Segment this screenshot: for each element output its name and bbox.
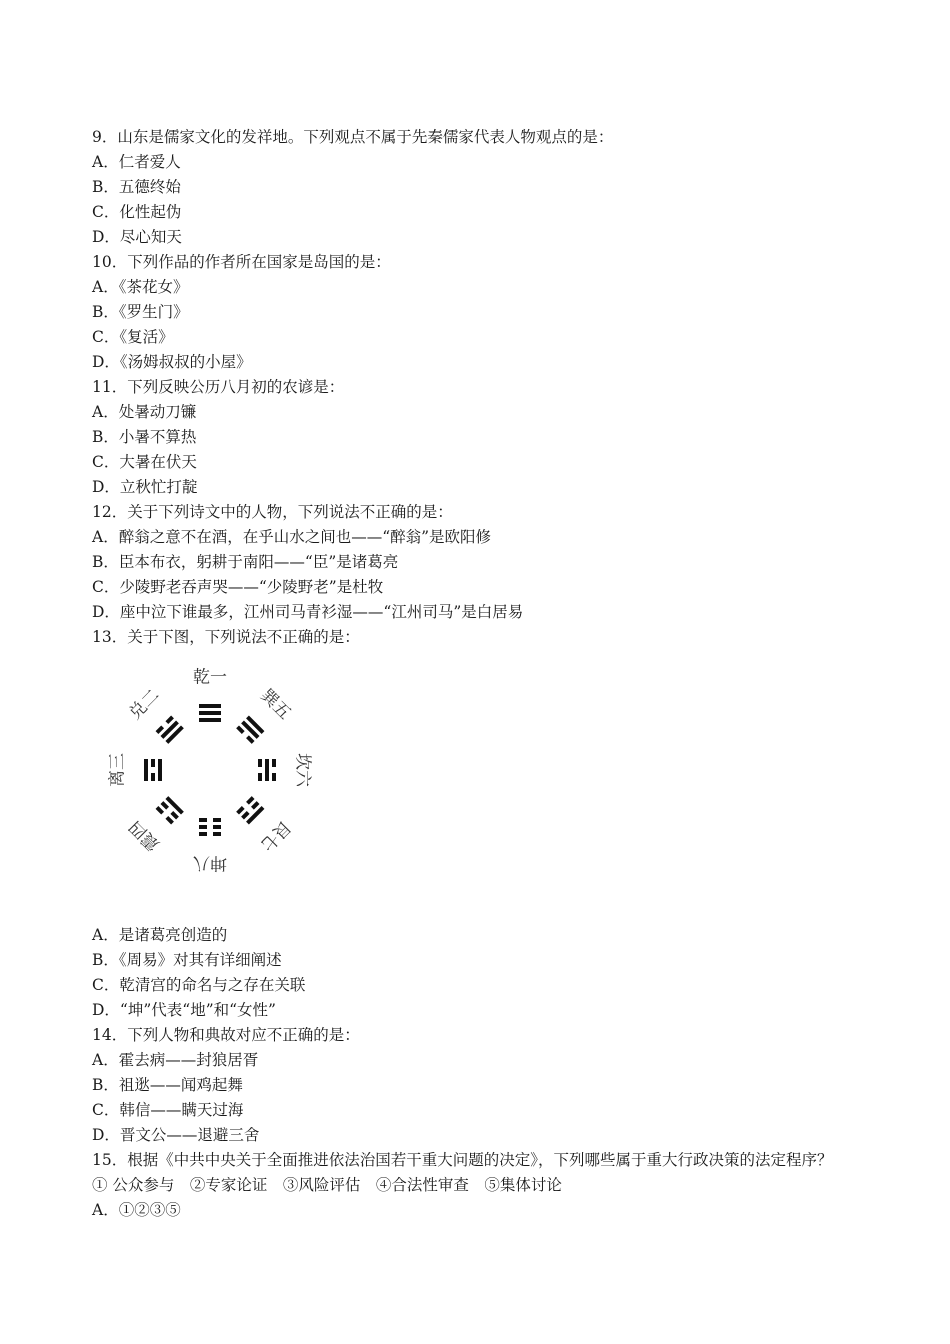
trigram-line-broken [156, 806, 164, 814]
question-10-option-b: B．《罗生门》 [92, 303, 189, 321]
trigram-line-broken [258, 759, 262, 767]
trigram-line-broken [272, 773, 276, 781]
question-12-stem: 12．关于下列诗文中的人物，下列说法不正确的是： [92, 503, 453, 521]
trigram-line-broken [246, 735, 254, 743]
question-13-option-d: D．“坤”代表“地”和“女性” [92, 1001, 276, 1019]
trigram-2 [258, 753, 313, 788]
question-14-option-b: B．祖逖——闻鸡起舞 [92, 1076, 243, 1094]
trigram-line-broken [161, 801, 169, 809]
trigram-line-solid [161, 721, 179, 739]
question-10-stem: 10．下列作品的作者所在国家是岛国的是： [92, 253, 391, 271]
question-13-option-c: C．乾清宫的命名与之存在关联 [92, 976, 306, 994]
trigram-line-solid [165, 796, 183, 814]
question-13-stem: 13．关于下图，下列说法不正确的是： [92, 628, 360, 646]
trigram-line-solid [144, 759, 148, 781]
trigram-line-solid [158, 759, 162, 781]
trigram-line-broken [258, 773, 262, 781]
trigram-6 [108, 753, 163, 787]
bagua-diagram [100, 650, 340, 890]
trigram-label: 巽五 [256, 685, 295, 724]
question-13-option-b: B．《周易》对其有详细阐述 [92, 951, 282, 969]
trigram-line-broken [151, 759, 155, 767]
trigram-label: 艮七 [256, 816, 295, 855]
trigram-0 [193, 668, 227, 723]
trigram-line-broken [199, 825, 207, 829]
trigram-line-broken [213, 818, 221, 822]
bagua-svg [100, 650, 340, 890]
question-10-option-d: D．《汤姆叔叔的小屋》 [92, 353, 252, 371]
question-9-option-c: C．化性起伪 [92, 203, 182, 221]
question-12-option-c: C．少陵野老吞声哭——“少陵野老”是杜牧 [92, 578, 384, 596]
question-14-option-a: A．霍去病——封狼居胥 [92, 1051, 259, 1069]
trigram-line-solid [265, 759, 269, 781]
question-11-stem: 11．下列反映公历八月初的农谚是： [92, 378, 345, 396]
trigram-3 [232, 792, 295, 855]
question-13-option-a: A．是诸葛亮创造的 [92, 926, 228, 944]
trigram-line-broken [272, 759, 276, 767]
trigram-label: 乾一 [193, 667, 227, 688]
question-10-option-a: A．《茶花女》 [92, 278, 189, 296]
trigram-line-broken [151, 773, 155, 781]
trigram-line-broken [199, 832, 207, 836]
trigram-4 [193, 818, 227, 873]
trigram-5 [126, 792, 189, 855]
question-15-option-a: A．①②③⑤ [92, 1201, 181, 1219]
trigram-line-solid [199, 704, 221, 708]
question-11-option-d: D．立秋忙打靛 [92, 478, 198, 496]
question-11-option-c: C．大暑在伏天 [92, 453, 197, 471]
question-11-option-b: B．小暑不算热 [92, 428, 197, 446]
question-9-option-a: A．仁者爱人 [92, 153, 181, 171]
question-10-option-c: C．《复活》 [92, 328, 174, 346]
trigram-line-broken [170, 811, 178, 819]
trigram-7 [126, 686, 189, 749]
question-12-option-d: D．座中泣下谁最多，江州司马青衫湿——“江州司马”是白居易 [92, 603, 524, 621]
trigram-line-broken [246, 796, 254, 804]
trigram-label: 离三 [107, 753, 128, 787]
trigram-1 [232, 686, 295, 749]
trigram-line-solid [246, 806, 264, 824]
trigram-line-solid [199, 711, 221, 715]
question-12-option-b: B．臣本布衣，躬耕于南阳——“臣”是诸葛亮 [92, 553, 399, 571]
trigram-label: 坎六 [292, 753, 313, 787]
trigram-line-broken [165, 716, 173, 724]
question-11-option-a: A．处暑动刀镰 [92, 403, 197, 421]
trigram-line-solid [165, 725, 183, 743]
trigram-line-broken [199, 818, 207, 822]
trigram-line-solid [241, 721, 259, 739]
trigram-line-solid [199, 718, 221, 722]
trigram-line-broken [156, 725, 164, 733]
question-14-option-c: C．韩信——瞒天过海 [92, 1101, 244, 1119]
question-14-option-d: D．晋文公——退避三舍 [92, 1126, 260, 1144]
question-15-items: ① 公众参与 ②专家论证 ③风险评估 ④合法性审查 ⑤集体讨论 [92, 1176, 562, 1194]
question-9-option-d: D．尽心知天 [92, 228, 182, 246]
trigram-line-broken [241, 811, 249, 819]
trigram-label: 坤八 [193, 852, 227, 873]
trigram-line-broken [236, 725, 244, 733]
question-9-option-b: B．五德终始 [92, 178, 181, 196]
trigram-line-broken [251, 801, 259, 809]
trigram-label: 震四 [125, 816, 164, 855]
question-15-stem: 15．根据《中共中央关于全面推进依法治国若干重大问题的决定》，下列哪些属于重大行政决策的法定程序？ [92, 1151, 833, 1169]
trigram-line-broken [165, 816, 173, 824]
trigram-line-broken [236, 806, 244, 814]
trigram-line-broken [213, 825, 221, 829]
question-9-stem: 9．山东是儒家文化的发祥地。下列观点不属于先秦儒家代表人物观点的是： [92, 128, 614, 146]
trigram-line-broken [213, 832, 221, 836]
question-12-option-a: A．醉翁之意不在酒，在乎山水之间也——“醉翁”是欧阳修 [92, 528, 492, 546]
trigram-line-solid [246, 716, 264, 734]
trigram-label: 兑二 [125, 685, 164, 724]
question-14-stem: 14．下列人物和典故对应不正确的是： [92, 1026, 360, 1044]
